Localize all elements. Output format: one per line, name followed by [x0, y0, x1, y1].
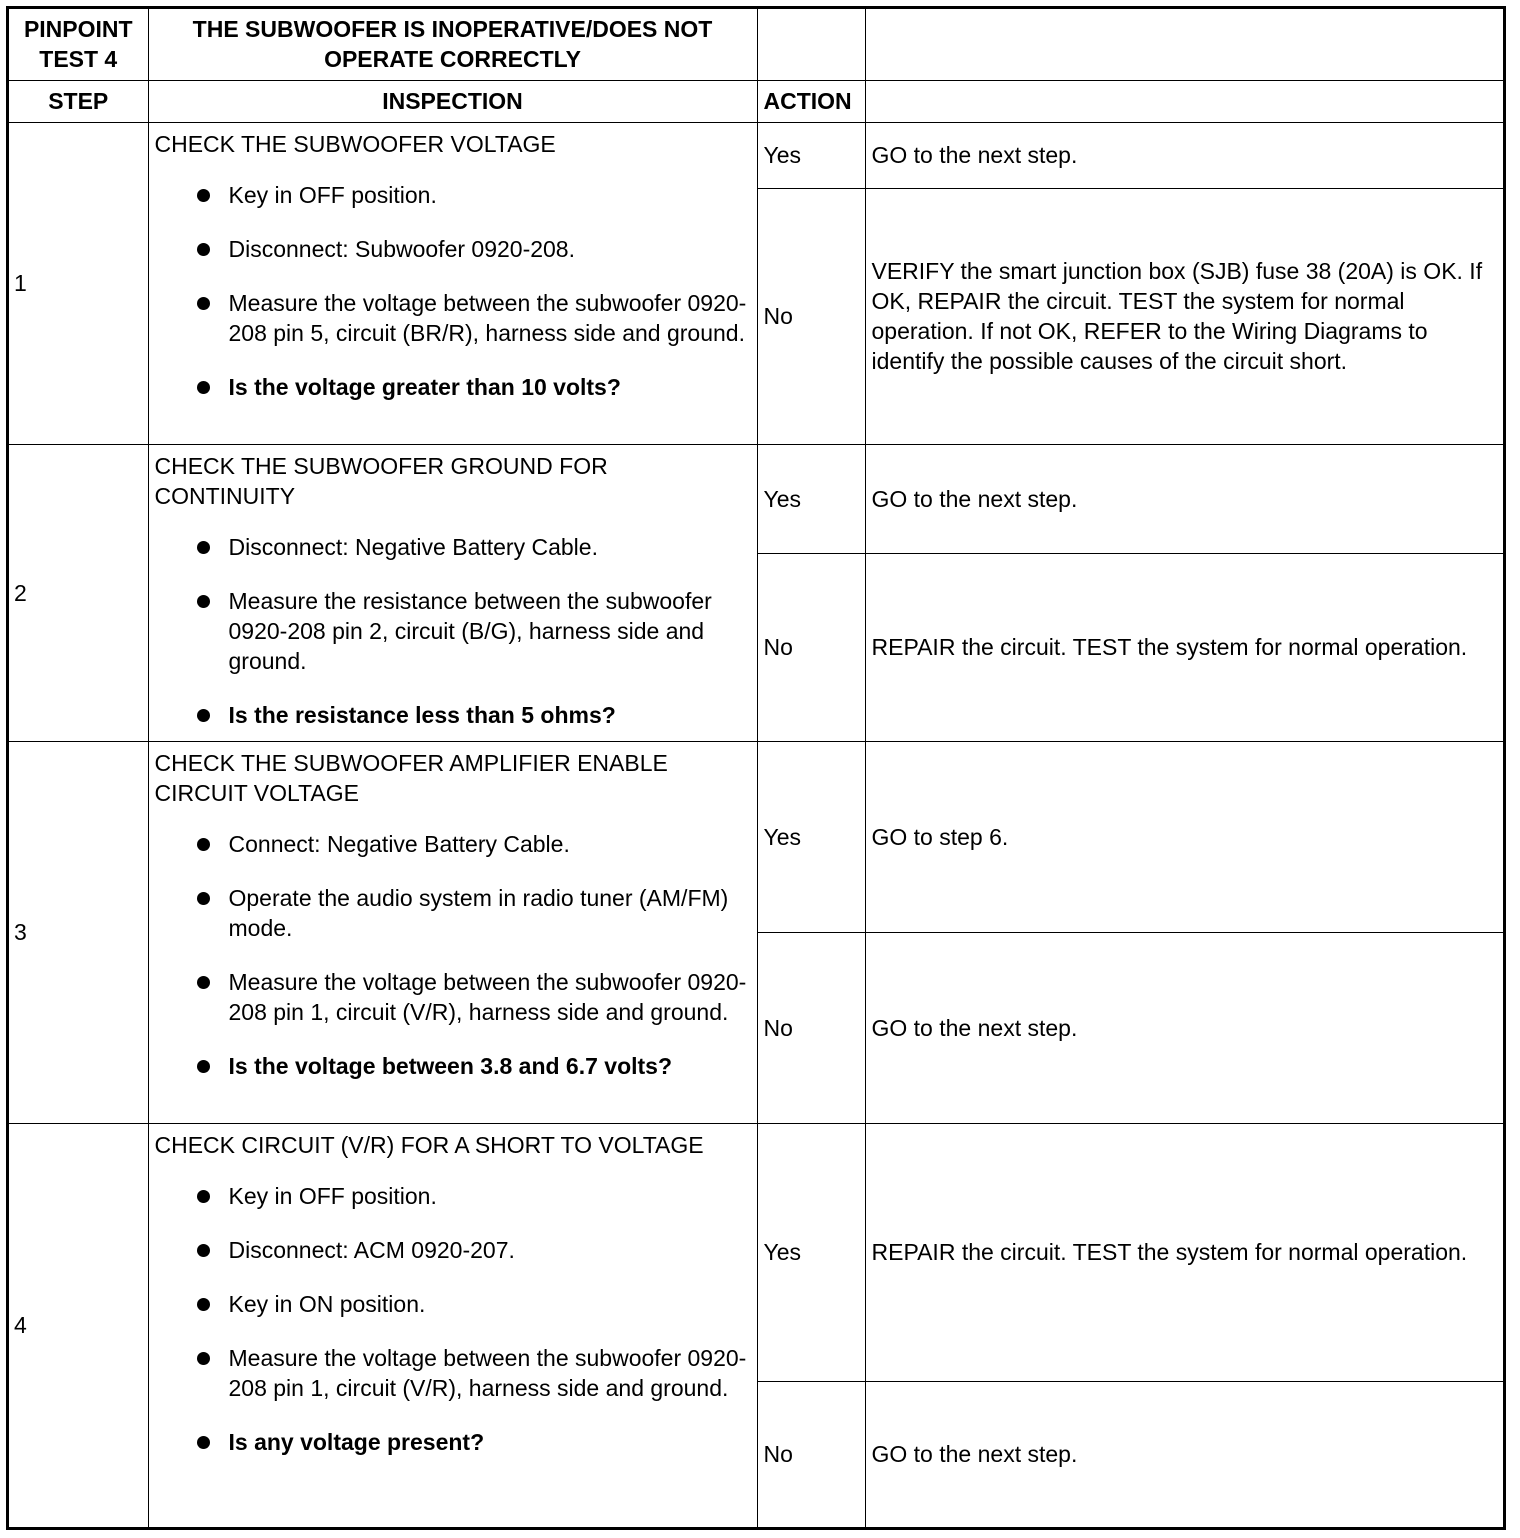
list-item	[155, 1289, 751, 1319]
instruction-text: Measure the voltage between the subwoofer 0920-208 pin 1, circuit (V/R), harness side and ground.	[228, 968, 747, 1025]
step-number: 2	[9, 444, 148, 741]
inspection-question: Is the resistance less than 5 ohms?	[228, 701, 616, 728]
instruction-text: Operate the audio system in radio tuner (AM/FM) mode.	[228, 884, 729, 941]
inspection-list	[155, 829, 751, 1081]
bullet-icon	[197, 595, 210, 608]
answer-yes: Yes	[757, 122, 865, 188]
answer-no: No	[757, 188, 865, 444]
list-item	[155, 1427, 751, 1457]
inspection-title: CHECK THE SUBWOOFER GROUND FOR CONTINUITY	[154, 452, 608, 509]
pinpoint-test-document	[6, 6, 1506, 1530]
step-number: 4	[9, 1123, 148, 1527]
step-column-header: STEP	[9, 80, 148, 122]
inspection-question: Is the voltage greater than 10 volts?	[228, 373, 621, 400]
answer-yes: Yes	[757, 444, 865, 553]
instruction-text: Disconnect: Negative Battery Cable.	[228, 533, 598, 560]
inspection-list	[155, 180, 751, 402]
list-item	[155, 288, 751, 348]
list-item	[155, 1235, 751, 1265]
instruction-text: Disconnect: ACM 0920-207.	[228, 1236, 515, 1263]
instruction-text: Connect: Negative Battery Cable.	[228, 830, 570, 857]
no-action: GO to the next step.	[865, 932, 1503, 1123]
step-number: 1	[9, 122, 148, 444]
list-item	[155, 234, 751, 264]
bullet-icon	[197, 541, 210, 554]
bullet-icon	[197, 189, 210, 202]
instruction-text: Key in ON position.	[228, 1290, 426, 1317]
bullet-icon	[197, 297, 210, 310]
list-item	[155, 883, 751, 943]
no-action: VERIFY the smart junction box (SJB) fuse 38 (20A) is OK. If OK, REPAIR the circuit. TEST the system for normal operation. If not OK, REFER to the Wiring Diagrams to identify the possible causes of the circuit short.	[865, 188, 1503, 444]
inspection-question: Is any voltage present?	[228, 1428, 485, 1455]
test-title: THE SUBWOOFER IS INOPERATIVE/DOES NOT OPERATE CORRECTLY	[148, 9, 757, 80]
inspection-list	[155, 532, 751, 730]
instruction-text: Key in OFF position.	[228, 1182, 437, 1209]
empty-header-cell	[865, 80, 1503, 122]
inspection-list	[155, 1181, 751, 1457]
bullet-icon	[197, 381, 210, 394]
list-item	[155, 372, 751, 402]
instruction-text: Measure the resistance between the subwoofer 0920-208 pin 2, circuit (B/G), harness side and ground.	[228, 587, 712, 674]
answer-no: No	[757, 1381, 865, 1527]
column-header-row	[9, 80, 1503, 122]
list-item	[155, 1051, 751, 1081]
pinpoint-label: PINPOINT TEST 4	[9, 9, 148, 80]
inspection-title: CHECK CIRCUIT (V/R) FOR A SHORT TO VOLTAGE	[154, 1131, 704, 1158]
bullet-icon	[197, 709, 210, 722]
list-item	[155, 967, 751, 1027]
inspection-question: Is the voltage between 3.8 and 6.7 volts?	[228, 1052, 673, 1079]
bullet-icon	[197, 1190, 210, 1203]
empty-header-cell	[865, 9, 1503, 80]
yes-action: GO to step 6.	[865, 741, 1503, 932]
no-action: REPAIR the circuit. TEST the system for normal operation.	[865, 553, 1503, 741]
inspection-title: CHECK THE SUBWOOFER VOLTAGE	[154, 130, 556, 157]
list-item	[155, 1181, 751, 1211]
instruction-text: Measure the voltage between the subwoofer 0920-208 pin 5, circuit (BR/R), harness side and ground.	[228, 289, 747, 346]
bullet-icon	[197, 243, 210, 256]
table-row	[9, 444, 1503, 553]
yes-action: GO to the next step.	[865, 122, 1503, 188]
step-number: 3	[9, 741, 148, 1123]
answer-no: No	[757, 932, 865, 1123]
answer-yes: Yes	[757, 741, 865, 932]
bullet-icon	[197, 892, 210, 905]
action-column-header: ACTION	[757, 80, 865, 122]
no-action: GO to the next step.	[865, 1381, 1503, 1527]
table-row	[9, 1123, 1503, 1381]
list-item	[155, 1343, 751, 1403]
answer-no: No	[757, 553, 865, 741]
instruction-text: Disconnect: Subwoofer 0920-208.	[228, 235, 575, 262]
pinpoint-test-table	[9, 9, 1503, 1528]
list-item	[155, 829, 751, 859]
inspection-cell	[148, 122, 757, 444]
list-item	[155, 532, 751, 562]
title-row	[9, 9, 1503, 80]
list-item	[155, 586, 751, 676]
bullet-icon	[197, 1352, 210, 1365]
instruction-text: Measure the voltage between the subwoofer 0920-208 pin 1, circuit (V/R), harness side and ground.	[228, 1344, 747, 1401]
yes-action: REPAIR the circuit. TEST the system for normal operation.	[865, 1123, 1503, 1381]
inspection-title: CHECK THE SUBWOOFER AMPLIFIER ENABLE CIRCUIT VOLTAGE	[154, 749, 668, 806]
table-row	[9, 122, 1503, 188]
bullet-icon	[197, 838, 210, 851]
bullet-icon	[197, 1244, 210, 1257]
inspection-column-header: INSPECTION	[148, 80, 757, 122]
yes-action: GO to the next step.	[865, 444, 1503, 553]
inspection-cell	[148, 1123, 757, 1527]
inspection-cell	[148, 444, 757, 741]
bullet-icon	[197, 976, 210, 989]
table-row	[9, 741, 1503, 932]
answer-yes: Yes	[757, 1123, 865, 1381]
bullet-icon	[197, 1436, 210, 1449]
instruction-text: Key in OFF position.	[228, 181, 437, 208]
inspection-cell	[148, 741, 757, 1123]
bullet-icon	[197, 1060, 210, 1073]
list-item	[155, 180, 751, 210]
empty-header-cell	[757, 9, 865, 80]
list-item	[155, 700, 751, 730]
bullet-icon	[197, 1298, 210, 1311]
